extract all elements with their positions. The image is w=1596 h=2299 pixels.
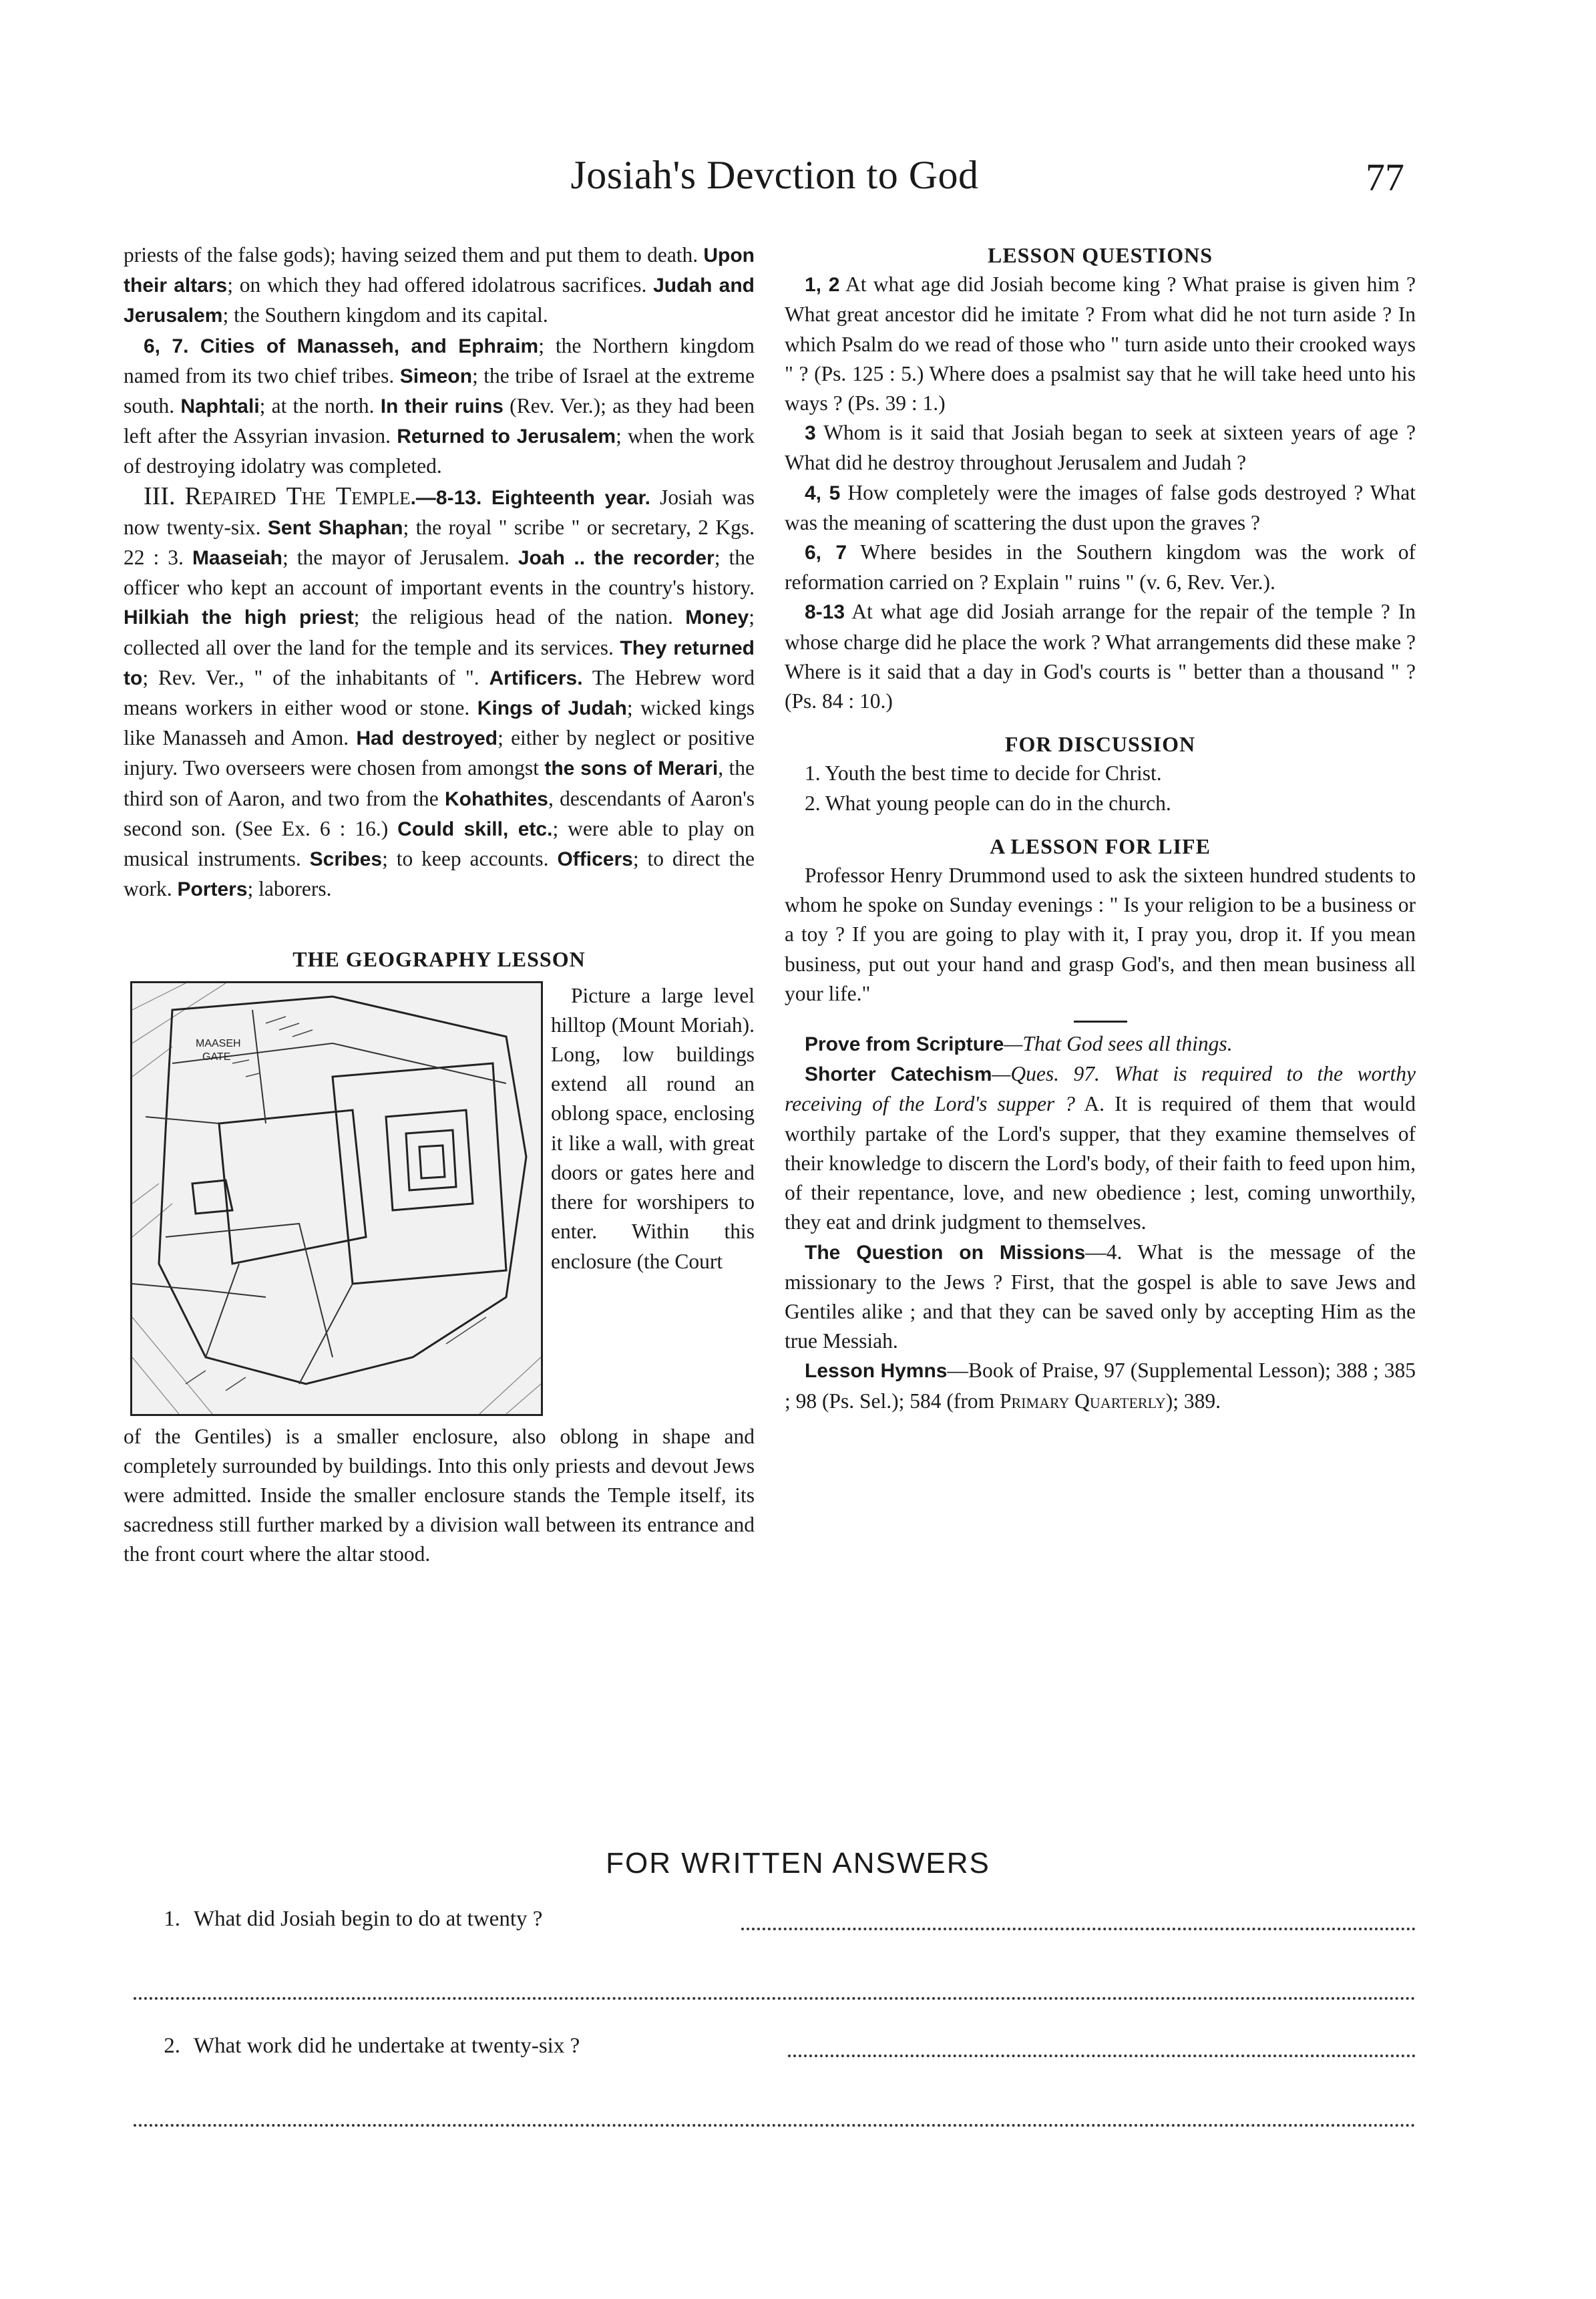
shorter-catechism: Shorter Catechism—Ques. 97. What is required to the worthy receiving of the Lord's supper ? A. It is required of them that would worthily partake of the Lord's supper, that they examine themselves of their knowledge to discern the Lord's body, of their faith to feed upon him, of their repentance, love, and new obedience ; lest, coming unworthily, they eat and drink judgment to themselves. xyxy=(785,1062,1416,1234)
discussion-heading: FOR DISCUSSION xyxy=(1004,732,1196,757)
notes-paragraph-3: III. Repaired The Temple.—8-13. Eighteenth year. Josiah was now twenty-six. Sent Shaphan; the royal " scribe " or secretary, 2 Kgs. 22 : 3. Maaseiah; the mayor of Jerusalem. Joah .. the recorder; the officer who kept an account of important events in the country's history. Hilkiah the high priest; the religious head of the nation. Money; collected all over the land for the temple and its services. They returned to; Rev. Ver., " of the inhabitants of ". Artificers. The Hebrew word means workers in either wood or stone. Kings of Judah; wicked kings like Manasseh and Amon. Had destroyed; either by neglect or positive injury. Two overseers were chosen from amongst the sons of Merari, the third son of Aaron, and two from the Kohathites, descendants of Aaron's second son. (See Ex. 6 : 16.) Could skill, etc.; were able to play on musical instruments. Scribes; to keep accounts. Officers; to direct the work. Porters; laborers. xyxy=(124,482,755,901)
page-title: Josiah's Devction to God xyxy=(570,153,979,197)
question-on-missions: The Question on Missions—4. What is the message of the missionary to the Jews ? First, that the gospel is able to save Jews and Gentiles alike ; and that they can be saved only by accepting Him as the true Messiah. xyxy=(785,1240,1416,1353)
notes-paragraph-2: 6, 7. Cities of Manasseh, and Ephraim; the Northern kingdom named from its two chief tribes. Simeon; the tribe of Israel at the extreme south. Naphtali; at the north. In their ruins (Rev. Ver.); as they had been left after the Assyrian invasion. Returned to Jerusalem; when the work of destroying idolatry was completed. xyxy=(124,333,755,478)
geography-heading: THE GEOGRAPHY LESSON xyxy=(292,947,586,972)
question-8-13: 8-13 At what age did Josiah arrange for the repair of the temple ? In whose charge did he place the work ? What arrangements did these make ? Where is it said that a day in God's courts is " better than a thousand " ? (Ps. 84 : 10.) xyxy=(785,600,1416,713)
question-3: 3 Whom is it said that Josiah began to seek at sixteen years of age ? What did he destroy throughout Jerusalem and Judah ? xyxy=(785,421,1416,475)
right-column xyxy=(785,240,1416,1416)
lesson-for-life-text: Professor Henry Drummond used to ask the sixteen hundred students to whom he spoke on Sunday evenings : " Is your religion to be a business or a toy ? If you are going to play with it, I pray you, drop it. If you mean business, put out your hand and grasp God's, and then mean business all your life." xyxy=(785,864,1416,1005)
section-title: Repaired The Temple xyxy=(184,482,411,510)
map-label-gate-name: MAASEH xyxy=(196,1037,241,1049)
temple-map-drawing xyxy=(132,983,541,1414)
question-6-7: 6, 7 Where besides in the Southern kingdom was the work of reformation carried on ? Explain " ruins " (v. 6, Rev. Ver.). xyxy=(785,540,1416,594)
section-divider xyxy=(1074,1021,1127,1023)
lesson-hymns: Lesson Hymns—Book of Praise, 97 (Supplemental Lesson); 388 ; 385 ; 98 (Ps. Sel.); 584 (from Primary Quarterly); 389. xyxy=(785,1359,1416,1413)
answer-line-2a[interactable] xyxy=(788,2055,1416,2057)
answer-line-2b[interactable] xyxy=(134,2124,1416,2127)
discussion-item-1: 1. Youth the best time to decide for Christ. xyxy=(805,761,1162,785)
answer-line-1a[interactable] xyxy=(741,1928,1416,1930)
lesson-for-life-heading: A LESSON FOR LIFE xyxy=(990,834,1211,858)
page-number: 77 xyxy=(1366,156,1404,199)
written-question-2: 2. What work did he undertake at twenty-six ? xyxy=(164,2034,580,2058)
written-answers-heading: FOR WRITTEN ANSWERS xyxy=(606,1847,990,1880)
geography-bottom-text: of the Gentiles) is a smaller enclosure, also oblong in shape and completely surrounded by buildings. Into this only priests and devout Jews were admitted. Inside the smaller enclosure stands the Temple itself, its sacredness still further marked by a division wall between its entrance and the front court where the altar stood. xyxy=(124,1424,755,1566)
map-label-gate: GATE xyxy=(202,1051,231,1063)
discussion-item-2: 2. What young people can do in the church. xyxy=(805,791,1171,815)
temple-map xyxy=(130,981,543,1416)
answer-line-1b[interactable] xyxy=(134,1997,1416,2000)
question-4-5: 4, 5 How completely were the images of false gods destroyed ? What was the meaning of scattering the dust upon the graves ? xyxy=(785,480,1416,534)
notes-paragraph-1: priests of the false gods); having seized them and put them to death. Upon their altars; on which they had offered idolatrous sacrifices. Judah and Jerusalem; the Southern kingdom and its capital. xyxy=(124,243,755,327)
left-column xyxy=(124,240,755,1570)
written-answers-section xyxy=(0,1847,1596,1880)
written-question-1: 1. What did Josiah begin to do at twenty ? xyxy=(164,1907,543,1931)
geography-block xyxy=(124,981,755,1422)
geography-side-text: Picture a large level hilltop (Mount Moriah). Long, low buildings extend all round an oblong space, enclosing it like a wall, with great doors or gates here and there for worshipers to enter. Within this enclosure (the Court xyxy=(551,983,755,1273)
prove-from-scripture: Prove from Scripture—That God sees all things. xyxy=(805,1032,1233,1056)
lesson-questions-heading: LESSON QUESTIONS xyxy=(987,243,1213,267)
question-1-2: 1, 2 At what age did Josiah become king ? What praise is given him ? What great ancestor did he imitate ? From what did he not turn aside ? In which Psalm do we read of those who " turn aside unto their crooked ways " ? (Ps. 125 : 5.) Where does a psalmist say that he will take heed unto his ways ? (Ps. 39 : 1.) xyxy=(785,273,1416,415)
